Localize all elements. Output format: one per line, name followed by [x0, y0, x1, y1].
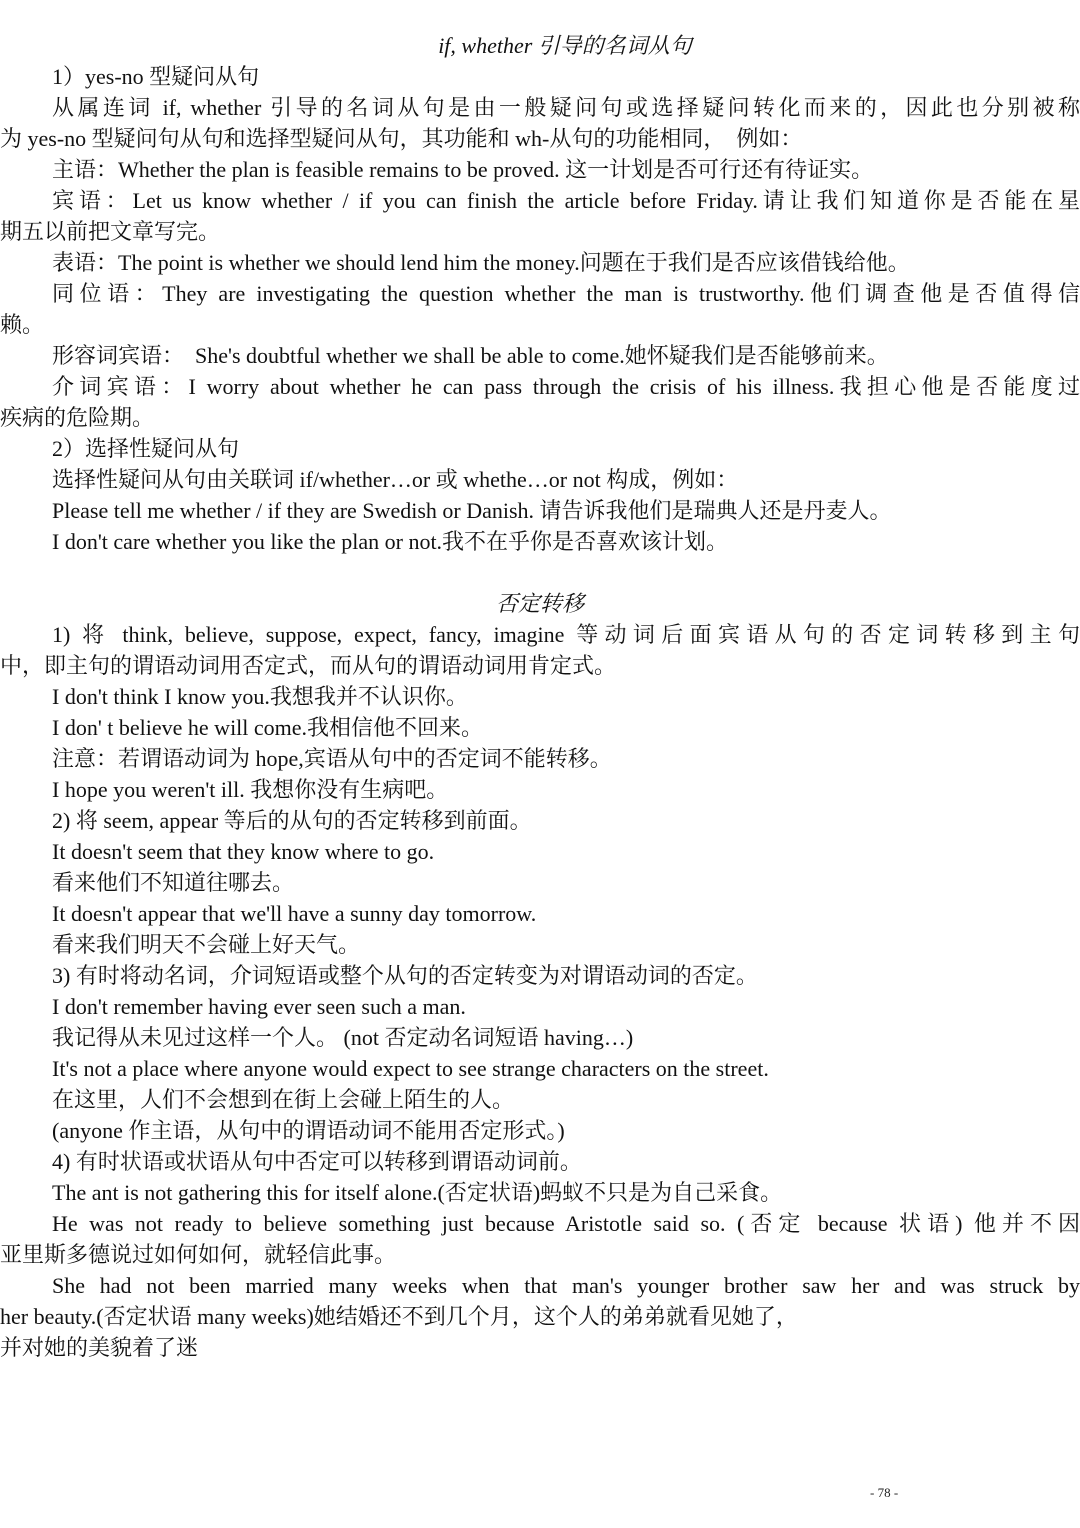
text-line: I don't care whether you like the plan or not.我不在乎你是否喜欢该计划。 — [52, 529, 729, 554]
section-body — [0, 619, 1080, 1363]
text-line: 3) 有时将动名词，介词短语或整个从句的否定转变为对谓语动词的否定。 — [52, 963, 758, 988]
text-line: (anyone 作主语，从句中的谓语动词不能用否定形式。) — [52, 1118, 565, 1143]
text-line: 并对她的美貌着了迷 — [0, 1335, 199, 1360]
text-line: 看来我们明天不会碰上好天气。 — [52, 932, 361, 957]
text-line: 同位语：They are investigating the question whether the man is trustworthy.他们调查他是否值得信 — [52, 281, 1080, 306]
text-line: 介词宾语：I worry about whether he can pass through the crisis of his illness.我担心他是否能度过 — [52, 374, 1080, 399]
text-line: her beauty.(否定状语 many weeks)她结婚还不到几个月，这个人的弟弟就看见她了， — [0, 1304, 798, 1329]
text-line: 从属连词 if, whether 引导的名词从句是由一般疑问句或选择疑问转化而来的，因此也分别被称 — [52, 95, 1080, 120]
text-line: 4) 有时状语或状语从句中否定可以转移到谓语动词前。 — [52, 1149, 582, 1174]
text-line: 赖。 — [0, 312, 45, 337]
text-line: She had not been married many weeks when that man's younger brother saw her and was struck by — [52, 1273, 1080, 1298]
text-line: It doesn't seem that they know where to go. — [52, 839, 435, 864]
text-line: I don't remember having ever seen such a man. — [52, 994, 466, 1019]
text-line: 看来他们不知道往哪去。 — [52, 870, 295, 895]
blank-line — [0, 557, 1080, 588]
text-line: 我记得从未见过这样一个人。 (not 否定动名词短语 having…) — [52, 1025, 634, 1050]
text-line: 2）选择性疑问从句 — [52, 436, 240, 461]
page-number: - 78 - — [870, 1485, 899, 1500]
text-line: 期五以前把文章写完。 — [0, 219, 221, 244]
text-line: He was not ready to believe something just because Aristotle said so. (否定 because 状语) 他并不因 — [52, 1211, 1080, 1236]
text-line: The ant is not gathering this for itself alone.(否定状语)蚂蚁不只是为自己采食。 — [52, 1180, 783, 1205]
text-line: Please tell me whether / if they are Swedish or Danish. 请告诉我他们是瑞典人还是丹麦人。 — [52, 498, 892, 523]
document-page — [0, 30, 1080, 1363]
text-line: 主语：Whether the plan is feasible remains to be proved. 这一计划是否可行还有待证实。 — [52, 157, 874, 182]
text-line: It doesn't appear that we'll have a sunny day tomorrow. — [52, 901, 537, 926]
text-line: 注意：若谓语动词为 hope,宾语从句中的否定词不能转移。 — [52, 746, 612, 771]
text-line: 为 yes-no 型疑问句从句和选择型疑问从句，其功能和 wh-从句的功能相同， 例如： — [0, 126, 803, 151]
section-title: if, whether 引导的名词从句 — [438, 33, 692, 58]
section-title: 否定转移 — [495, 591, 584, 616]
text-line: 亚里斯多德说过如何如何，就轻信此事。 — [0, 1242, 397, 1267]
text-line: 表语：The point is whether we should lend him the money.问题在于我们是否应该借钱给他。 — [52, 250, 910, 275]
text-line: I hope you weren't ill. 我想你没有生病吧。 — [52, 777, 449, 802]
text-line: It's not a place where anyone would expect to see strange characters on the street. — [52, 1056, 769, 1081]
text-line: 中，即主句的谓语动词用否定式，而从句的谓语动词用肯定式。 — [0, 653, 617, 678]
text-line: 选择性疑问从句由关联词 if/whether…or 或 whethe…or not 构成，例如： — [52, 467, 739, 492]
text-line: 形容词宾语： She's doubtful whether we shall be able to come.她怀疑我们是否能够前来。 — [52, 343, 889, 368]
text-line: 1) 将 think, believe, suppose, expect, fancy, imagine 等动词后面宾语从句的否定词转移到主句 — [52, 622, 1080, 647]
text-line: 1）yes-no 型疑问从句 — [52, 64, 260, 89]
text-line: 宾语：Let us know whether / if you can finish the article before Friday.请让我们知道你是否能在星 — [52, 188, 1080, 213]
section-body — [0, 61, 1080, 557]
text-line: I don't think I know you.我想我并不认识你。 — [52, 684, 468, 709]
text-line: I don' t believe he will come.我相信他不回来。 — [52, 715, 484, 740]
text-line: 疾病的危险期。 — [0, 405, 155, 430]
text-line: 在这里，人们不会想到在街上会碰上陌生的人。 — [52, 1087, 515, 1112]
text-line: 2) 将 seem, appear 等后的从句的否定转移到前面。 — [52, 808, 532, 833]
